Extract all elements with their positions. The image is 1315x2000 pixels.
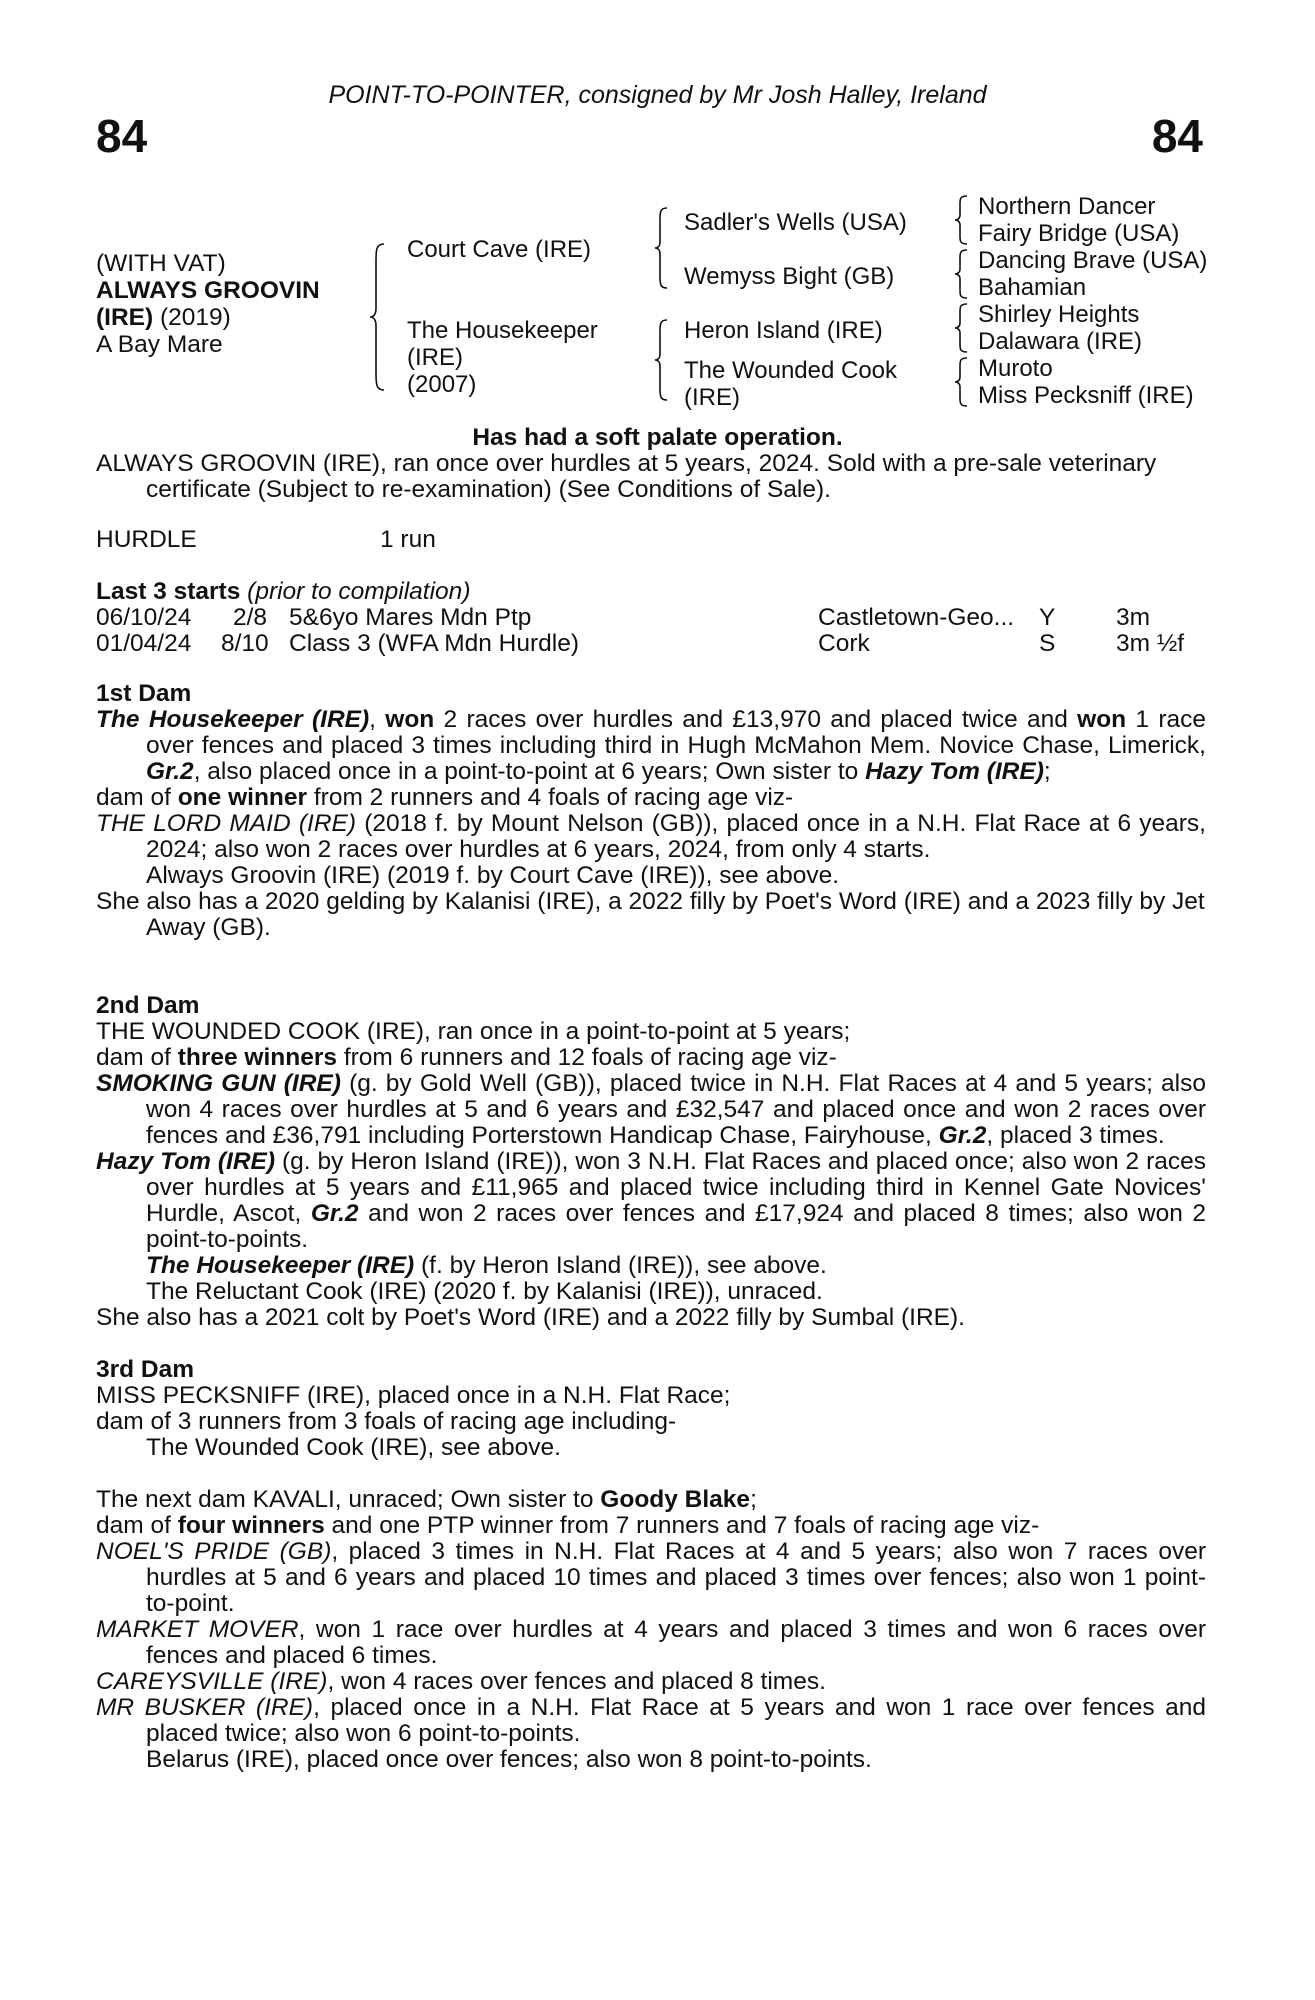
start-going: Y bbox=[1039, 604, 1056, 631]
sire-line-brace bbox=[655, 206, 671, 290]
pedigree-sire-sire: Sadler's Wells (USA) bbox=[684, 209, 907, 236]
second-dam-progeny: Hazy Tom (IRE) (g. by Heron Island (IRE)), won 3 N.H. Flat Races and placed once; also won 2 races over hurdles at 5 years and £11,965 and placed twice including third in Kennel Gate Novices' Hurdle, Ascot, Gr.2 and won 2 races over fences and £17,924 and placed 8 times; also won 2 point-to-points. bbox=[96, 1148, 1207, 1253]
start-race: Class 3 (WFA Mdn Hurdle) bbox=[289, 630, 579, 657]
second-dam-progeny: The Reluctant Cook (IRE) (2020 f. by Kalanisi (IRE)), unraced. bbox=[146, 1278, 823, 1305]
start-course: Cork bbox=[818, 630, 870, 657]
second-dam-record: THE WOUNDED COOK (IRE), ran once in a point-to-point at 5 years; bbox=[96, 1018, 851, 1045]
start-going: S bbox=[1039, 630, 1056, 657]
third-dam-produce-summary: dam of 3 runners from 3 foals of racing age including- bbox=[96, 1408, 677, 1435]
gen3-brace-1 bbox=[955, 194, 971, 246]
lot-number-right: 84 bbox=[1151, 110, 1203, 162]
horse-identity bbox=[96, 250, 320, 358]
start-position: 2/8 bbox=[233, 604, 268, 631]
third-dam-section bbox=[96, 1357, 1206, 1461]
horse-suffix: (IRE) bbox=[96, 304, 154, 331]
next-dam-progeny: Belarus (IRE), placed once over fences; also won 8 point-to-points. bbox=[146, 1746, 872, 1773]
second-dam-other-foals: She also has a 2021 colt by Poet's Word (IRE) and a 2022 filly by Sumbal (IRE). bbox=[96, 1304, 965, 1331]
third-dam-heading: 3rd Dam bbox=[96, 1356, 195, 1383]
first-dam-progeny: THE LORD MAID (IRE) (2018 f. by Mount Nelson (GB)), placed once in a N.H. Flat Race at 6 years, 2024; also won 2 races over hurdles at 6 years, 2024, from only 4 starts. bbox=[96, 810, 1206, 863]
race-summary: ALWAYS GROOVIN (IRE), ran once over hurdles at 5 years, 2024. Sold with a pre-sale veterinary certificate (Subject to re-examination) (See Conditions of Sale). bbox=[96, 450, 1157, 503]
next-dam-produce-summary: dam of four winners and one PTP winner from 7 runners and 7 foals of racing age viz- bbox=[96, 1512, 1040, 1539]
third-dam-record: MISS PECKSNIFF (IRE), placed once in a N.H. Flat Race; bbox=[96, 1382, 731, 1409]
second-dam-progeny: The Housekeeper (IRE) (f. by Heron Island (IRE)), see above. bbox=[146, 1252, 827, 1279]
first-dam-record: The Housekeeper (IRE), won 2 races over hurdles and £13,970 and placed twice and won 1 race over fences and placed 3 times including third in Hugh McMahon Mem. Novice Chase, Limerick, Gr.2, also placed once in a point-to-point at 6 years; Own sister to Hazy Tom (IRE); bbox=[96, 706, 1206, 785]
next-dam-section bbox=[96, 1487, 1206, 1773]
gen3-brace-2 bbox=[955, 248, 971, 300]
pedigree-dam-dam: The Wounded Cook (IRE) bbox=[684, 357, 898, 411]
next-dam-progeny: NOEL'S PRIDE (GB), placed 3 times in N.H. Flat Races at 4 and 5 years; also won 7 races over hurdles at 5 and 6 years and placed 10 times and placed 3 times over fences; also won 1 point-to-point. bbox=[96, 1538, 1206, 1617]
third-dam-progeny: The Wounded Cook (IRE), see above. bbox=[146, 1434, 561, 1461]
next-dam-record: The next dam KAVALI, unraced; Own sister to Goody Blake; bbox=[96, 1486, 757, 1513]
veterinary-note: Has had a soft palate operation. bbox=[472, 424, 843, 451]
dam-line-brace bbox=[655, 318, 671, 402]
pedigree-sire: Court Cave (IRE) bbox=[407, 236, 592, 263]
pedigree-ssd: Fairy Bridge (USA) bbox=[978, 220, 1180, 247]
second-dam-progeny: SMOKING GUN (IRE) (g. by Gold Well (GB)), placed twice in N.H. Flat Races at 4 and 5 years; also won 4 races over hurdles at 5 and 6 years and £32,547 and placed once and won 2 races over fences and £36,791 including Porterstown Handicap Chase, Fairyhouse, Gr.2, placed 3 times. bbox=[96, 1070, 1206, 1149]
pedigree-dds: Muroto bbox=[978, 355, 1053, 382]
pedigree-dsd: Dalawara (IRE) bbox=[978, 328, 1143, 355]
next-dam-progeny: MARKET MOVER, won 1 race over hurdles at 4 years and placed 3 times and won 6 races over fences and placed 6 times. bbox=[96, 1616, 1206, 1669]
start-date: 01/04/24 bbox=[96, 630, 192, 657]
horse-name: ALWAYS GROOVIN bbox=[96, 277, 320, 304]
first-dam-produce-summary: dam of one winner from 2 runners and 4 foals of racing age viz- bbox=[96, 784, 794, 811]
pedigree-sss: Northern Dancer bbox=[978, 193, 1156, 220]
next-dam-progeny: CAREYSVILLE (IRE), won 4 races over fences and placed 8 times. bbox=[96, 1668, 826, 1695]
second-dam-produce-summary: dam of three winners from 6 runners and 12 foals of racing age viz- bbox=[96, 1044, 837, 1071]
first-dam-progeny: Always Groovin (IRE) (2019 f. by Court Cave (IRE)), see above. bbox=[146, 862, 840, 889]
start-position: 8/10 bbox=[221, 630, 269, 657]
record-type: HURDLE bbox=[96, 526, 197, 553]
vat-label: (WITH VAT) bbox=[96, 250, 226, 277]
pedigree-ddd: Miss Pecksniff (IRE) bbox=[978, 382, 1194, 409]
gen3-brace-3 bbox=[955, 302, 971, 354]
gen3-brace-4 bbox=[955, 356, 971, 408]
sire-dam-brace bbox=[370, 242, 390, 392]
pedigree-sdd: Bahamian bbox=[978, 274, 1087, 301]
next-dam-progeny: MR BUSKER (IRE), placed once in a N.H. Flat Race at 5 years and won 1 race over fences and placed twice; also won 6 point-to-points. bbox=[96, 1694, 1206, 1747]
pedigree-dam: The Housekeeper (IRE) (2007) bbox=[407, 317, 598, 398]
start-course: Castletown-Geo... bbox=[818, 604, 1015, 631]
pedigree-dss: Shirley Heights bbox=[978, 301, 1140, 328]
pedigree-dam-sire: Heron Island (IRE) bbox=[684, 317, 883, 344]
horse-year: (2019) bbox=[159, 304, 231, 331]
pedigree-sire-dam: Wemyss Bight (GB) bbox=[684, 263, 895, 290]
pedigree-sds: Dancing Brave (USA) bbox=[978, 247, 1208, 274]
record-runs: 1 run bbox=[380, 526, 436, 553]
horse-description: A Bay Mare bbox=[96, 331, 223, 358]
start-distance: 3m ½f bbox=[1116, 630, 1185, 657]
catalogue-header: POINT-TO-POINTER, consigned by Mr Josh Halley, Ireland bbox=[328, 81, 987, 109]
lot-number-left: 84 bbox=[96, 110, 148, 162]
second-dam-heading: 2nd Dam bbox=[96, 992, 200, 1019]
first-dam-section bbox=[96, 681, 1206, 941]
start-distance: 3m bbox=[1116, 604, 1151, 631]
start-race: 5&6yo Mares Mdn Ptp bbox=[289, 604, 532, 631]
first-dam-heading: 1st Dam bbox=[96, 680, 192, 707]
second-dam-section bbox=[96, 993, 1206, 1331]
first-dam-other-foals: She also has a 2020 gelding by Kalanisi (IRE), a 2022 filly by Poet's Word (IRE) and a 2023 filly by Jet Away (GB). bbox=[96, 888, 1205, 941]
last-starts-heading: Last 3 starts (prior to compilation) bbox=[96, 578, 471, 605]
start-date: 06/10/24 bbox=[96, 604, 192, 631]
